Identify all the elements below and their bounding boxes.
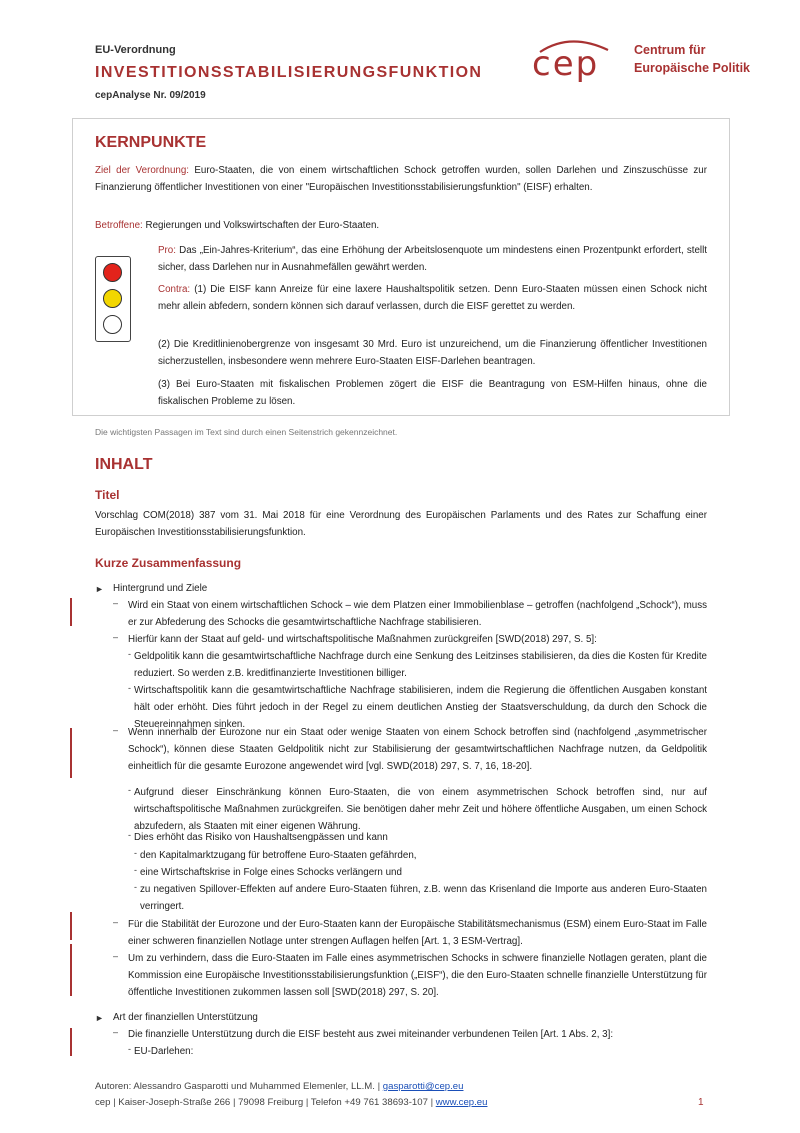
white-lamp-icon xyxy=(103,315,122,334)
dash-bullet-icon: – xyxy=(113,598,119,608)
list-item: eine Wirtschaftskrise in Folge eines Schocks verlängern und xyxy=(140,867,402,878)
logo-text: cep xyxy=(532,44,600,84)
ziel-text: Euro-Staaten, die von einem wirtschaftlichen Schock getroffen wurden, sollen Darlehen und Zinszuschüsse zur Finanzierung öffentlicher Investitionen von einer "Europäischen Investitionsstabilisierungsfunktion" (EISF) erhalten. xyxy=(95,165,707,193)
list-item: Wirtschaftspolitik kann die gesamtwirtschaftliche Nachfrage stabilisieren, indem die Regierung die öffentlichen Ausgaben konstant hält oder erhöht. Dies führt jedoch in der Regel zu einem deutlichen Anstieg der Staatsverschuldung, da durch den Schock die Steuereinnahmen sinken. xyxy=(134,685,707,730)
dash-bullet-icon: – xyxy=(113,632,119,642)
triangle-bullet-icon: ► xyxy=(95,584,104,594)
website-link[interactable]: www.cep.eu xyxy=(435,1097,488,1108)
contra-label: Contra: xyxy=(158,284,191,295)
list-item: Für die Stabilität der Eurozone und der Euro-Staaten kann der Europäische Stabilitätsmechanismus (ESM) einem Euro-Staat im Falle einer schweren finanziellen Notlage unter strengen Auflagen helfen [Art. 1, 3 ESM-Vertrag]. xyxy=(128,919,707,947)
dash-bullet-icon: - xyxy=(134,848,137,858)
list-item: Dies erhöht das Risiko von Haushaltsengpässen und kann xyxy=(134,832,388,843)
list-item: Aufgrund dieser Einschränkung können Euro-Staaten, die von einem asymmetrischen Schock betroffen sind, nur auf wirtschaftspolitische Maßnahmen zurückgreifen. Sie benötigen daher mehr Zeit und höhere öffentliche Ausgaben, um einen Schock abzufedern, als Staaten mit einer eigenen Währung. xyxy=(134,787,707,832)
highlight-bar xyxy=(70,598,72,626)
footer-authors xyxy=(95,1081,463,1092)
dash-bullet-icon: – xyxy=(113,917,119,927)
titel-text: Vorschlag COM(2018) 387 vom 31. Mai 2018 für eine Verordnung des Europäischen Parlaments und des Rates zur Schaffung einer Europäischen Investitionsstabilisierungsfunktion. xyxy=(95,510,707,538)
traffic-light-icon xyxy=(95,256,131,342)
org-name-line1: Centrum für xyxy=(634,43,706,57)
highlight-bar xyxy=(70,728,72,778)
betroffene-paragraph xyxy=(95,217,707,234)
contra-paragraph-3: (3) Bei Euro-Staaten mit fiskalischen Problemen zögert die EISF die Beantragung von ESM-Hilfen hinaus, ohne die fiskalischen Probleme zu lösen. xyxy=(158,379,707,407)
yellow-lamp-icon xyxy=(103,289,122,308)
summary-heading: Kurze Zusammenfassung xyxy=(95,556,242,570)
list-item: zu negativen Spillover-Effekten auf andere Euro-Staaten führen, z.B. wenn das Krisenland die Importe aus anderen Euro-Staaten verringert. xyxy=(140,884,707,912)
list-item: Wenn innerhalb der Eurozone nur ein Staat oder wenige Staaten von einem Schock betroffen sind (nachfolgend „asymmetrischer Schock“), können diese Staaten Geldpolitik nicht zur Stabilisierung der gesamtwirtschaftlichen Nachfrage nutzen, da Geldpolitik einheitlich für die gesamte Eurozone angewendet wird [vgl. SWD(2018) 297, S. 7, 16, 18-20]. xyxy=(128,727,707,772)
dash-bullet-icon: – xyxy=(113,951,119,961)
list-item: den Kapitalmarktzugang für betroffene Euro-Staaten gefährden, xyxy=(140,850,417,861)
list-item: Wird ein Staat von einem wirtschaftlichen Schock – wie dem Platzen einer Immobilienblase – getroffen (nachfolgend „Schock“), muss er zur Abfederung des Schocks die gesamtwirtschaftliche Nachfrage stabilisieren. xyxy=(128,600,707,628)
list-item: Um zu verhindern, dass die Euro-Staaten im Falle eines asymmetrischen Schocks in schwere finanzielle Notlagen geraten, plant die Kommission eine Europäische Investitionsstabilisierungsfunktion („EISF“), die den Euro-Staaten schnelle finanzielle Unterstützung für öffentliche Investitionen zukommen lassen soll [SWD(2018) 297, S. 20]. xyxy=(128,953,707,998)
page-number: 1 xyxy=(698,1097,704,1108)
betroffene-text: Regierungen und Volkswirtschaften der Euro-Staaten. xyxy=(145,220,380,231)
contra-paragraph-2: (2) Die Kreditlinienobergrenze von insgesamt 30 Mrd. Euro ist unzureichend, um die Finanzierung öffentlicher Investitionen sicherzustellen, insbesondere wenn mehrere Euro-Staaten EISF-Darlehen beantragen. xyxy=(158,339,707,367)
sidebar-note: Die wichtigsten Passagen im Text sind durch einen Seitenstrich gekennzeichnet. xyxy=(95,427,398,437)
dash-bullet-icon: - xyxy=(128,785,131,795)
titel-heading: Titel xyxy=(95,488,120,502)
list-item: Geldpolitik kann die gesamtwirtschaftliche Nachfrage durch eine Senkung des Leitzinses stabilisieren, da dies die Kosten für Kredite reduziert. So werden z.B. kreditfinanzierte Investitionen billiger. xyxy=(134,651,707,679)
footer-address xyxy=(95,1097,487,1108)
analysis-number: cepAnalyse Nr. 09/2019 xyxy=(95,90,206,101)
list-item: Die finanzielle Unterstützung durch die EISF besteht aus zwei miteinander verbundenen Teilen [Art. 1 Abs. 2, 3]: xyxy=(128,1029,614,1040)
dash-bullet-icon: - xyxy=(128,649,131,659)
bullet-art-unterstuetzung: Art der finanziellen Unterstützung xyxy=(113,1012,258,1023)
dash-bullet-icon: - xyxy=(134,882,137,892)
author-email-link[interactable]: gasparotti@cep.eu xyxy=(382,1081,464,1092)
document-title: INVESTITIONSSTABILISIERUNGSFUNKTION xyxy=(95,64,483,81)
address-text: cep | Kaiser-Joseph-Straße 266 | 79098 Freiburg | Telefon +49 761 38693-107 | xyxy=(95,1097,434,1108)
list-item: EU-Darlehen: xyxy=(134,1046,194,1057)
red-lamp-icon xyxy=(103,263,122,282)
dash-bullet-icon: - xyxy=(134,865,137,875)
dash-bullet-icon: - xyxy=(128,683,131,693)
highlight-bar xyxy=(70,1028,72,1056)
triangle-bullet-icon: ► xyxy=(95,1013,104,1023)
highlight-bar xyxy=(70,944,72,996)
pro-text: Das „Ein-Jahres-Kriterium“, das eine Erhöhung der Arbeitslosenquote um mindestens einen Prozentpunkt erfordert, stellt sicher, dass Darlehen nur in Ausnahmefällen gewährt werden. xyxy=(158,245,707,273)
betroffene-label: Betroffene: xyxy=(95,220,143,231)
pro-paragraph xyxy=(158,242,707,276)
kernpunkte-heading: KERNPUNKTE xyxy=(95,134,207,151)
authors-text: Autoren: Alessandro Gasparotti und Muhammed Elemenler, LL.M. | xyxy=(95,1081,381,1092)
ziel-label: Ziel der Verordnung: xyxy=(95,165,190,176)
org-name-line2: Europäische Politik xyxy=(634,61,751,75)
pro-label: Pro: xyxy=(158,245,176,256)
dash-bullet-icon: – xyxy=(113,725,119,735)
contra-text-1: (1) Die EISF kann Anreize für eine laxere Haushaltspolitik setzen. Denn Euro-Staaten müssen einen Schock nicht mehr allein abfedern, sondern können sich darauf verlassen, durch die EISF gerettet zu werden. xyxy=(158,284,707,312)
inhalt-heading: INHALT xyxy=(95,456,153,473)
ziel-paragraph xyxy=(95,162,707,196)
cep-logo xyxy=(520,30,780,90)
dash-bullet-icon: - xyxy=(128,1044,131,1054)
bullet-hintergrund: Hintergrund und Ziele xyxy=(113,583,208,594)
dash-bullet-icon: - xyxy=(128,830,131,840)
dash-bullet-icon: – xyxy=(113,1027,119,1037)
highlight-bar xyxy=(70,912,72,940)
contra-paragraph-1 xyxy=(158,281,707,315)
list-item: Hierfür kann der Staat auf geld- und wirtschaftspolitische Maßnahmen zurückgreifen [SWD(2018) 297, S. 5]: xyxy=(128,634,597,645)
document-type: EU-Verordnung xyxy=(95,44,176,56)
